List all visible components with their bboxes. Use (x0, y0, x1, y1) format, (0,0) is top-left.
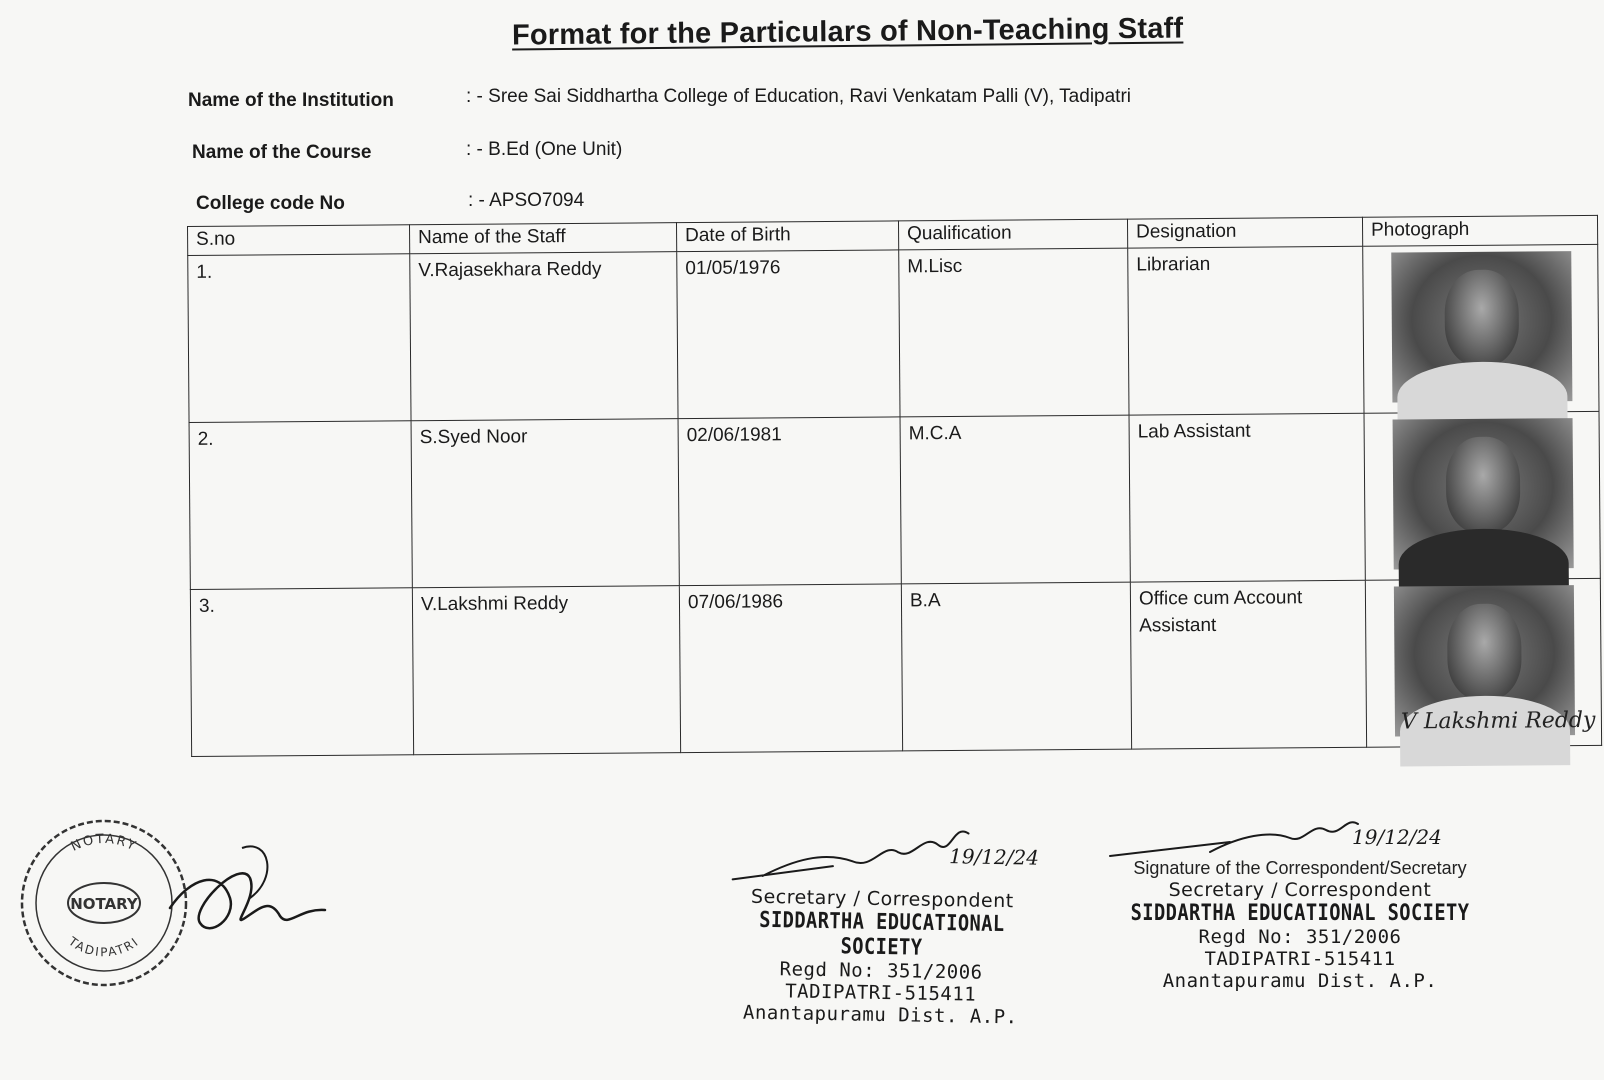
header-designation: Designation (1127, 217, 1362, 248)
dob-text: 07/06/1986 (687, 591, 784, 614)
name-text: S.Syed Noor (419, 426, 528, 449)
cell-designation (1128, 246, 1364, 415)
staff-photo (1393, 418, 1574, 569)
cell-photograph (1363, 244, 1599, 413)
header-dob: Date of Birth (676, 221, 898, 252)
table-row (188, 244, 1599, 422)
correspondent-place: TADIPATRI-515411 (1204, 948, 1396, 970)
secretary-place: TADIPATRI-515411 (785, 980, 977, 1006)
correspondent-org: SIDDARTHA EDUCATIONAL SOCIETY (1130, 901, 1470, 926)
qualification-text: M.C.A (908, 422, 962, 445)
cell-sno (188, 254, 411, 423)
table-row (190, 578, 1601, 756)
dob-text: 02/06/1981 (686, 424, 782, 447)
cell-name (410, 252, 678, 421)
designation-text: Office cum Account Assistant (1138, 587, 1303, 637)
correspondent-district: Anantapuramu Dist. A.P. (1162, 970, 1438, 992)
cell-name (412, 586, 680, 755)
secretary-role: Secretary / Correspondent (750, 885, 1014, 913)
seal-bottom-text: TADIPATRI (66, 934, 142, 960)
meta-label-institution: Name of the Institution (188, 90, 394, 111)
cell-designation (1129, 413, 1365, 582)
name-text: V.Lakshmi Reddy (420, 593, 569, 616)
secretary-signature-date: 19/12/24 (948, 844, 1040, 870)
name-text: V.Rajasekhara Reddy (418, 258, 602, 282)
meta-label-college-code: College code No (196, 193, 345, 214)
cell-qualification (901, 582, 1131, 751)
seal-ring-text: NOTARY (68, 831, 140, 855)
svg-text:TADIPATRI (65, 934, 142, 960)
staff-photo (1394, 585, 1596, 736)
header-qualification: Qualification (898, 219, 1127, 250)
secretary-org: SIDDARTHA EDUCATIONAL SOCIETY (759, 907, 1005, 961)
secretary-district: Anantapuramu Dist. A.P. (742, 1001, 1018, 1029)
meta-label-course: Name of the Course (192, 142, 372, 163)
correspondent-signature-block (1090, 812, 1510, 992)
meta-value-institution: : - Sree Sai Siddhartha College of Education, Ravi Venkatam Palli (V), Tadipatri (466, 86, 1131, 107)
qualification-text: M.Lisc (907, 255, 963, 278)
meta-value-college-code: : - APSO7094 (468, 190, 585, 211)
cell-photograph (1364, 411, 1600, 580)
document-title: Format for the Particulars of Non-Teaching Staff (511, 12, 1184, 52)
dob-text: 01/05/1976 (685, 257, 781, 280)
designation-text: Librarian (1136, 253, 1211, 276)
secretary-handwritten-signature (723, 809, 1044, 891)
correspondent-role: Secretary / Correspondent (1168, 879, 1432, 901)
correspondent-handwritten-signature (1090, 812, 1510, 858)
qualification-text: B.A (909, 590, 941, 612)
sno-text: 2. (197, 428, 214, 450)
staff-table (187, 215, 1602, 757)
cell-photograph (1365, 578, 1601, 747)
correspondent-regd: Regd No: 351/2006 (1198, 926, 1402, 948)
correspondent-signature-date: 19/12/24 (1352, 825, 1442, 849)
photo-face-shape (1447, 604, 1522, 701)
left-signature-flourish (150, 838, 330, 948)
cell-name (411, 419, 679, 588)
sno-text: 1. (196, 261, 213, 283)
photo-signature: V Lakshmi Reddy (1400, 707, 1596, 735)
secretary-signature-block (720, 809, 1044, 1029)
sno-text: 3. (198, 595, 215, 617)
cell-dob (677, 250, 900, 419)
cell-designation (1130, 580, 1366, 749)
header-sno: S.no (188, 225, 410, 256)
header-photograph: Photograph (1362, 215, 1597, 246)
correspondent-signature-caption: Signature of the Correspondent/Secretary (1133, 858, 1467, 878)
cell-sno (190, 588, 413, 757)
header-name: Name of the Staff (409, 223, 676, 254)
cell-dob (679, 584, 902, 753)
staff-photo (1391, 251, 1572, 402)
designation-text: Lab Assistant (1137, 420, 1251, 443)
cell-qualification (899, 248, 1129, 417)
cell-dob (678, 417, 901, 586)
cell-qualification (900, 415, 1130, 584)
meta-value-course: : - B.Ed (One Unit) (466, 139, 623, 160)
table-row (189, 411, 1600, 589)
svg-text:NOTARY (69, 832, 140, 855)
photo-face-shape (1446, 437, 1521, 534)
photo-face-shape (1444, 270, 1519, 367)
secretary-regd: Regd No: 351/2006 (779, 958, 983, 984)
cell-sno (189, 421, 412, 590)
seal-center-text: NOTARY (70, 895, 138, 913)
